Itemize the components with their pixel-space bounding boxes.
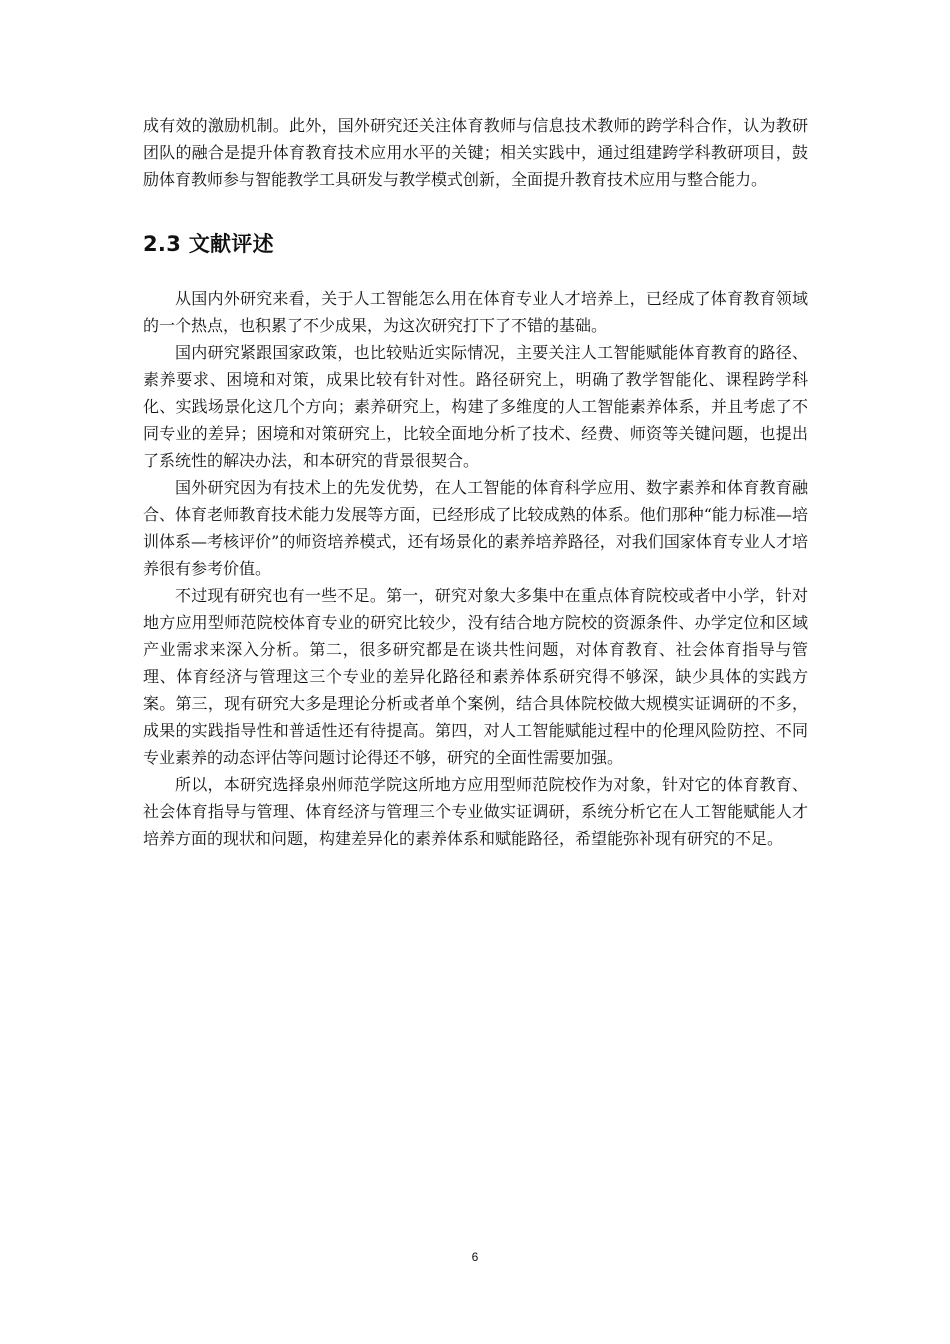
section-heading: 2.3 文献评述 bbox=[143, 232, 274, 256]
intro-paragraph: 成有效的激励机制。此外，国外研究还关注体育教师与信息技术教师的跨学科合作，认为教研团队的融合是提升体育教育技术应用水平的关键；相关实践中，通过组建跨学科教研项目，鼓励体育教师参与智能教学工具研发与教学模式创新，全面提升教育技术应用与整合能力。 bbox=[143, 116, 808, 189]
body-paragraph-3: 国外研究因为有技术上的先发优势，在人工智能的体育科学应用、数字素养和体育教育融合、体育老师教育技术能力发展等方面，已经形成了比较成熟的体系。他们那种“能力标准—培训体系—考核评价”的师资培养模式，还有场景化的素养培养路径，对我们国家体育专业人才培养很有参考价值。 bbox=[143, 478, 808, 578]
body-paragraph-1: 从国内外研究来看，关于人工智能怎么用在体育专业人才培养上，已经成了体育教育领域的一个热点，也积累了不少成果，为这次研究打下了不错的基础。 bbox=[143, 289, 808, 335]
body-paragraph-5: 所以，本研究选择泉州师范学院这所地方应用型师范院校作为对象，针对它的体育教育、社会体育指导与管理、体育经济与管理三个专业做实证调研，系统分析它在人工智能赋能人才培养方面的现状和问题，构建差异化的素养体系和赋能路径，希望能弥补现有研究的不足。 bbox=[143, 775, 808, 848]
page-content bbox=[143, 112, 808, 852]
body-paragraph-2: 国内研究紧跟国家政策，也比较贴近实际情况，主要关注人工智能赋能体育教育的路径、素养要求、困境和对策，成果比较有针对性。路径研究上，明确了教学智能化、课程跨学科化、实践场景化这几个方向；素养研究上，构建了多维度的人工智能素养体系，并且考虑了不同专业的差异；困境和对策研究上，比较全面地分析了技术、经费、师资等关键问题，也提出了系统性的解决办法，和本研究的背景很契合。 bbox=[143, 343, 808, 470]
page-number: 6 bbox=[471, 1250, 479, 1264]
body-paragraph-4: 不过现有研究也有一些不足。第一，研究对象大多集中在重点体育院校或者中小学，针对地方应用型师范院校体育专业的研究比较少，没有结合地方院校的资源条件、办学定位和区域产业需求来深入分析。第二，很多研究都是在谈共性问题，对体育教育、社会体育指导与管理、体育经济与管理这三个专业的差异化路径和素养体系研究得不够深，缺少具体的实践方案。第三，现有研究大多是理论分析或者单个案例，结合具体院校做大规模实证调研的不多，成果的实践指导性和普适性还有待提高。第四，对人工智能赋能过程中的伦理风险防控、不同专业素养的动态评估等问题讨论得还不够，研究的全面性需要加强。 bbox=[143, 586, 808, 767]
